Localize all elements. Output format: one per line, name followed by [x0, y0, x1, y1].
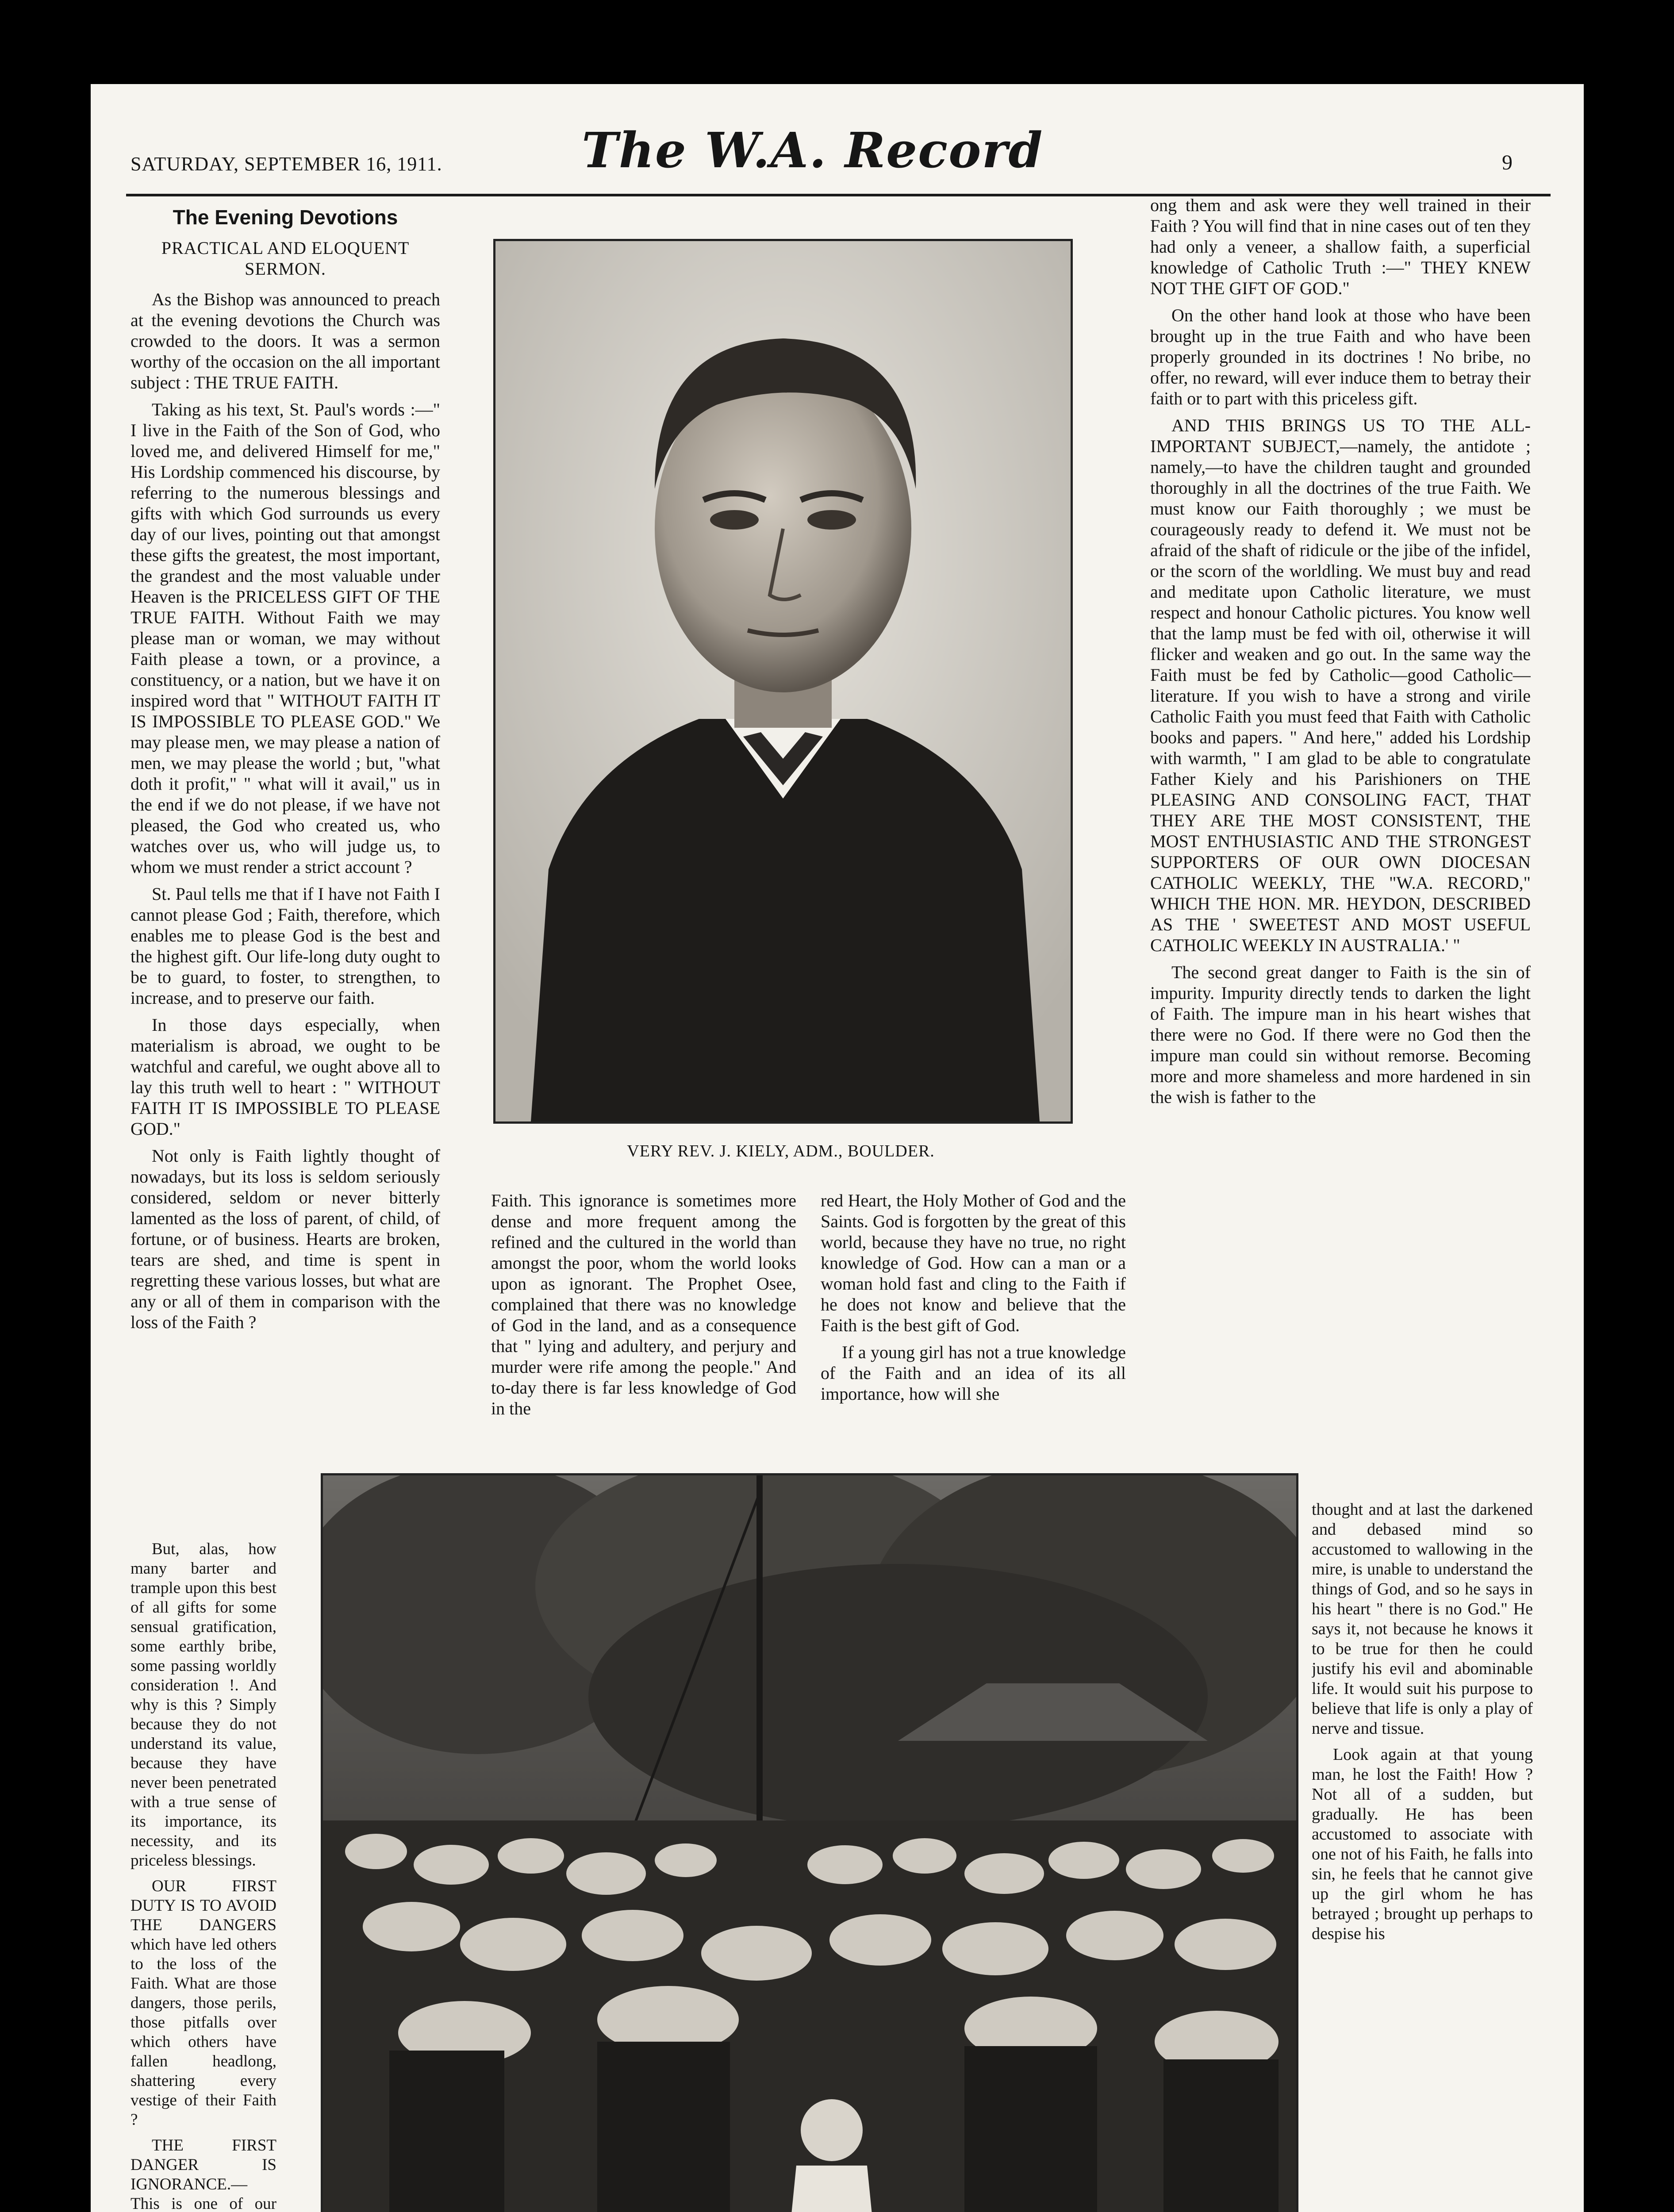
crowd-photo	[321, 1473, 1298, 2212]
article-column-3	[821, 1190, 1126, 1447]
paragraph: Not only is Faith lightly thought of nowadays, but its loss is seldom seriously considered, seldom or never bitterly lamented as the loss of parent, of child, of fortune, or of business. Hearts are broken, tears are shed, and time is spent in regretting these various losses, but what are any or all of them in comparison with the loss of the Faith ?	[131, 1146, 440, 1332]
article-subtitle: PRACTICAL AND ELOQUENT SERMON.	[161, 238, 410, 279]
article-title: The Evening Devotions	[173, 206, 398, 229]
page-number: 9	[1502, 151, 1513, 174]
paragraph: As the Bishop was announced to preach at the evening devotions the Church was crowded to the doors. It was a sermon worthy of the occasion on the all important subject : THE TRUE FAITH.	[131, 289, 440, 392]
paragraph: In those days especially, when materialism is abroad, we ought to be watchful and careful, we ought above all to lay this truth well to heart : " WITHOUT FAITH IT IS IMPOSSIBLE TO PLEASE GOD."	[131, 1015, 440, 1139]
paragraph: Taking as his text, St. Paul's words :—" I live in the Faith of the Son of God, who loved me, and delivered Himself for me," His Lordship commenced his discourse, by referring to the numerous blessings and gifts with which God surrounds us every day of our lives, pointing out that amongst these gifts the greatest, the most important, the grandest and the most valuable under Heaven is the PRICELESS GIFT OF THE TRUE FAITH. Without Faith we may please man or woman, we may without Faith please a town, or a province, a constituency, or a nation, but we have it on inspired word that " WITHOUT FAITH IT IS IMPOSSIBLE TO PLEASE GOD." We may please men, we may please a nation of men, we may please the world ; but, "what doth it profit," " what will it avail," us in the end if we do not please, if we have not pleased, the God who created us, who watches over us, who will judge us, to whom we must render a strict account ?	[131, 399, 440, 877]
portrait-photo	[493, 239, 1073, 1124]
article-column-1	[131, 204, 440, 1540]
paragraph: St. Paul tells me that if I have not Faith I cannot please God ; Faith, therefore, which enables me to please God is the best and the highest gift. Our life-long duty ought to be to guard, to foster, to strengthen, to increase, and to preserve our faith.	[131, 884, 440, 1008]
paragraph: Look again at that young man, he lost the Faith! How ? Not all of a sudden, but gradually. He has been accustomed to associate with one not of his Faith, he falls into sin, he feels that he cannot give up the girl whom he has betrayed ; brought up perhaps to despise his	[1312, 1745, 1533, 1943]
paragraph: red Heart, the Holy Mother of God and the Saints. God is forgotten by the great of this world, because they have no true, no right knowledge of God. How can a man or a woman hold fast and cling to the Faith if he does not know and believe that the Faith is the best gift of God.	[821, 1190, 1126, 1335]
portrait-caption: VERY REV. J. KIELY, ADM., BOULDER.	[627, 1142, 935, 1160]
paragraph: AND THIS BRINGS US TO THE ALL-IMPORTANT SUBJECT,—namely, the antidote ; namely,—to have the children taught and grounded thoroughly in all the doctrines of the true Faith. We must know our Faith thoroughly ; we must be courageously ready to defend it. We must not be afraid of the shaft of ridicule or the jibe of the infidel, or the scorn of the worldling. We must buy and read and meditate upon Catholic literature, we must respect and honour Catholic pictures. You know well that the lamp must be fed with oil, otherwise it will flicker and weaken and go out. In the same way the Faith must be fed by Catholic—good Catholic—literature. If you wish to have a strong and virile Catholic Faith you must feed that Faith with Catholic books and papers. " And here," added his Lordship with warmth, " I am glad to be able to congratulate Father Kiely and his Parishioners on THE PLEASING AND CONSOLING FACT, THAT THEY ARE THE MOST CONSISTENT, THE MOST ENTHUSIASTIC AND THE STRONGEST SUPPORTERS OF OUR OWN DIOCESAN CATHOLIC WEEKLY, THE "W.A. RECORD," WHICH THE HON. MR. HEYDON, DESCRIBED AS THE ' SWEETEST AND MOST USEFUL CATHOLIC WEEKLY IN AUSTRALIA.' "	[1150, 415, 1531, 955]
paragraph: Faith. This ignorance is sometimes more dense and more frequent among the refined and the cultured in the world than amongst the poor, whom the world looks upon as ignorant. The Prophet Osee, complained that there was no knowledge of God in the land, and as a consequence that " lying and adultery, and perjury and murder were rife among the people." And to-day there is far less knowledge of God in the	[491, 1190, 796, 1418]
article-column-1-narrow	[131, 1540, 276, 2212]
paragraph: On the other hand look at those who have been brought up in the true Faith and who have been properly grounded in its doctrines ! No bribe, no offer, no reward, will ever induce them to betray their faith or to part with this priceless gift.	[1150, 305, 1531, 408]
newspaper-page	[91, 84, 1584, 2212]
paragraph: If a young girl has not a true knowledge of the Faith and an idea of its all importance, how will she	[821, 1342, 1126, 1404]
article-column-2	[491, 1190, 796, 1447]
portrait-image	[495, 241, 1071, 1121]
crowd-image	[323, 1475, 1296, 2212]
paragraph: ong them and ask were they well trained in their Faith ? You will find that in nine cases out of ten they had only a veneer, a shallow faith, a superficial knowledge of Catholic Truth :—" THEY KNEW NOT THE GIFT OF GOD."	[1150, 195, 1531, 298]
paragraph: thought and at last the darkened and debased mind so accustomed to wallowing in the mire, is unable to understand the things of God, and so he says in his heart " there is no God." He says it, not because he knows it to be true for then he could justify his evil and abominable life. It would suit his purpose to believe that life is only a play of nerve and tissue.	[1312, 1500, 1533, 1738]
article-column-4	[1150, 195, 1531, 1500]
paragraph: But, alas, how many barter and trample upon this best of all gifts for some sensual gratification, some earthly bribe, some passing worldly consideration !. And why is this ? Simply because they do not understand its value, because they have never been penetrated with a true sense of its importance, its necessity, and its priceless blessings.	[131, 1540, 276, 1870]
article-column-4-narrow	[1312, 1500, 1533, 2203]
paragraph: OUR FIRST DUTY IS TO AVOID THE DANGERS which have led others to the loss of the Faith. What are those dangers, those perils, those pitfalls over which others have fallen headlong, shattering every vestige of their Faith ?	[131, 1877, 276, 2129]
paragraph: The second great danger to Faith is the sin of impurity. Impurity directly tends to darken the light of Faith. The impure man in his heart wishes that there were no God. If there were no God then the impure man could sin without remorse. Becoming more and more shameless and more hardened in sin the wish is father to the	[1150, 962, 1531, 1107]
paragraph: THE FIRST DANGER IS IGNORANCE.— This is one of our	[131, 2136, 276, 2212]
masthead-title: The W.A. Record	[582, 122, 1044, 179]
masthead-date: SATURDAY, SEPTEMBER 16, 1911.	[131, 153, 442, 175]
